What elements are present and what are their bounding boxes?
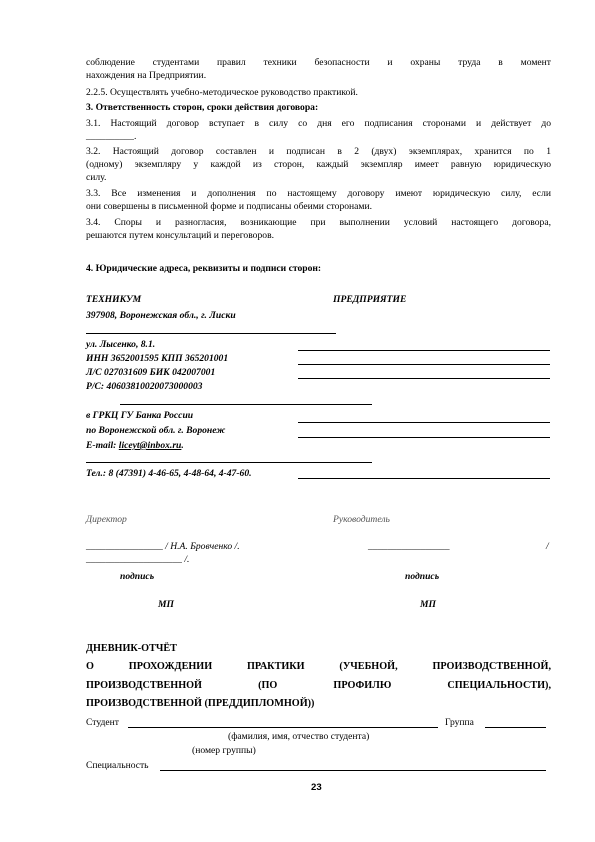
student-label: Студент	[86, 717, 119, 728]
manager-sign-caption: подпись	[405, 571, 440, 582]
technikum-email	[86, 439, 184, 452]
manager-signature-slash: /	[546, 541, 549, 552]
technikum-street: ул. Лысенко, 8.1.	[86, 339, 156, 350]
divider-line	[86, 462, 372, 463]
clause-3-3-line: 3.3. Все изменения и дополнения по настоящему договору имеют юридическую силу, если	[86, 188, 551, 199]
clause-3-1-line: 3.1. Настоящий договор вступает в силу со дня его подписания сторонами и действует до	[86, 118, 551, 129]
page-number: 23	[311, 782, 322, 793]
technikum-bank-region: по Воронежской обл. г. Воронеж	[86, 425, 226, 436]
director-role: Директор	[86, 514, 127, 525]
clause-3-2-line: 3.2. Настоящий договор составлен и подписан в 2 (двух) экземплярах, хранится по 1	[86, 146, 551, 157]
contract-text-line: нахождения на Предприятии.	[86, 70, 207, 81]
clause-3-3-line: они совершены в письменной форме и подписаны обеими сторонами.	[86, 201, 373, 212]
email-label: E-mail:	[86, 440, 119, 451]
email-tail: .	[181, 440, 184, 451]
director-stamp: МП	[158, 599, 174, 610]
manager-signature-line: _________________	[368, 541, 450, 552]
enterprise-title: ПРЕДПРИЯТИЕ	[333, 294, 407, 305]
student-name-field[interactable]	[128, 727, 438, 728]
clause-3-2-line: силу.	[86, 172, 107, 183]
contract-text-line: соблюдение студентами правил техники безопасности и охраны труда в момент	[86, 57, 551, 68]
group-number-field[interactable]	[485, 727, 546, 728]
group-caption: (номер группы)	[192, 745, 256, 756]
director-sign-caption: подпись	[120, 571, 155, 582]
manager-stamp: МП	[420, 599, 436, 610]
divider-line	[86, 333, 336, 334]
clause-3-4-line: решаются путем консультаций и переговоров.	[86, 230, 275, 241]
enterprise-fill-line	[298, 378, 550, 379]
fio-caption: (фамилия, имя, отчество студента)	[228, 731, 370, 742]
enterprise-fill-line	[298, 422, 550, 423]
section-3-title: 3. Ответственность сторон, сроки действия договора:	[86, 102, 319, 113]
technikum-inn: ИНН 3652001595 КПП 365201001	[86, 353, 229, 364]
specialty-field[interactable]	[160, 770, 546, 771]
section-4-title: 4. Юридические адреса, реквизиты и подписи сторон:	[86, 263, 322, 274]
enterprise-fill-line	[298, 364, 550, 365]
technikum-rs: Р/С: 40603810020073000003	[86, 381, 203, 392]
enterprise-fill-line	[298, 478, 550, 479]
clause-3-4-line: 3.4. Споры и разногласия, возникающие при выполнении условий настоящего договора,	[86, 217, 551, 228]
manager-signature-wrap: ____________________ /.	[86, 554, 190, 565]
technikum-bank: в ГРКЦ ГУ Банка России	[86, 410, 194, 421]
diary-heading-line: ПРОИЗВОДСТВЕННОЙ (ПО ПРОФИЛЮ СПЕЦИАЛЬНОСТИ),	[86, 680, 551, 691]
enterprise-fill-line	[298, 437, 550, 438]
diary-heading-line: ПРОИЗВОДСТВЕННОЙ (ПРЕДДИПЛОМНОЙ))	[86, 698, 315, 709]
technikum-ls: Л/С 027031609 БИК 042007001	[86, 367, 216, 378]
diary-heading-line: О ПРОХОЖДЕНИИ ПРАКТИКИ (УЧЕБНОЙ, ПРОИЗВОДСТВЕННОЙ,	[86, 661, 551, 672]
clause-3-2-line: (одному) экземпляру у каждой из сторон, каждый экземпляр имеет равную юридическую	[86, 159, 551, 170]
manager-role: Руководитель	[333, 514, 390, 525]
technikum-phone: Тел.: 8 (47391) 4-46-65, 4-48-64, 4-47-60.	[86, 468, 252, 479]
clause-3-1-line: __________.	[86, 131, 137, 142]
group-label: Группа	[445, 717, 474, 728]
divider-line	[120, 404, 372, 405]
director-signature-line: ________________ / Н.А. Бровченко /.	[86, 541, 240, 552]
diary-title: ДНЕВНИК-ОТЧЁТ	[86, 643, 177, 654]
specialty-label: Специальность	[86, 760, 149, 771]
technikum-address: 397908, Воронежская обл., г. Лиски	[86, 310, 236, 321]
technikum-title: ТЕХНИКУМ	[86, 294, 142, 305]
contract-clause-2-2-5: 2.2.5. Осуществлять учебно-методическое руководство практикой.	[86, 87, 358, 98]
email-link[interactable]: liceyt@inbox.ru	[118, 440, 182, 451]
enterprise-fill-line	[298, 350, 550, 351]
